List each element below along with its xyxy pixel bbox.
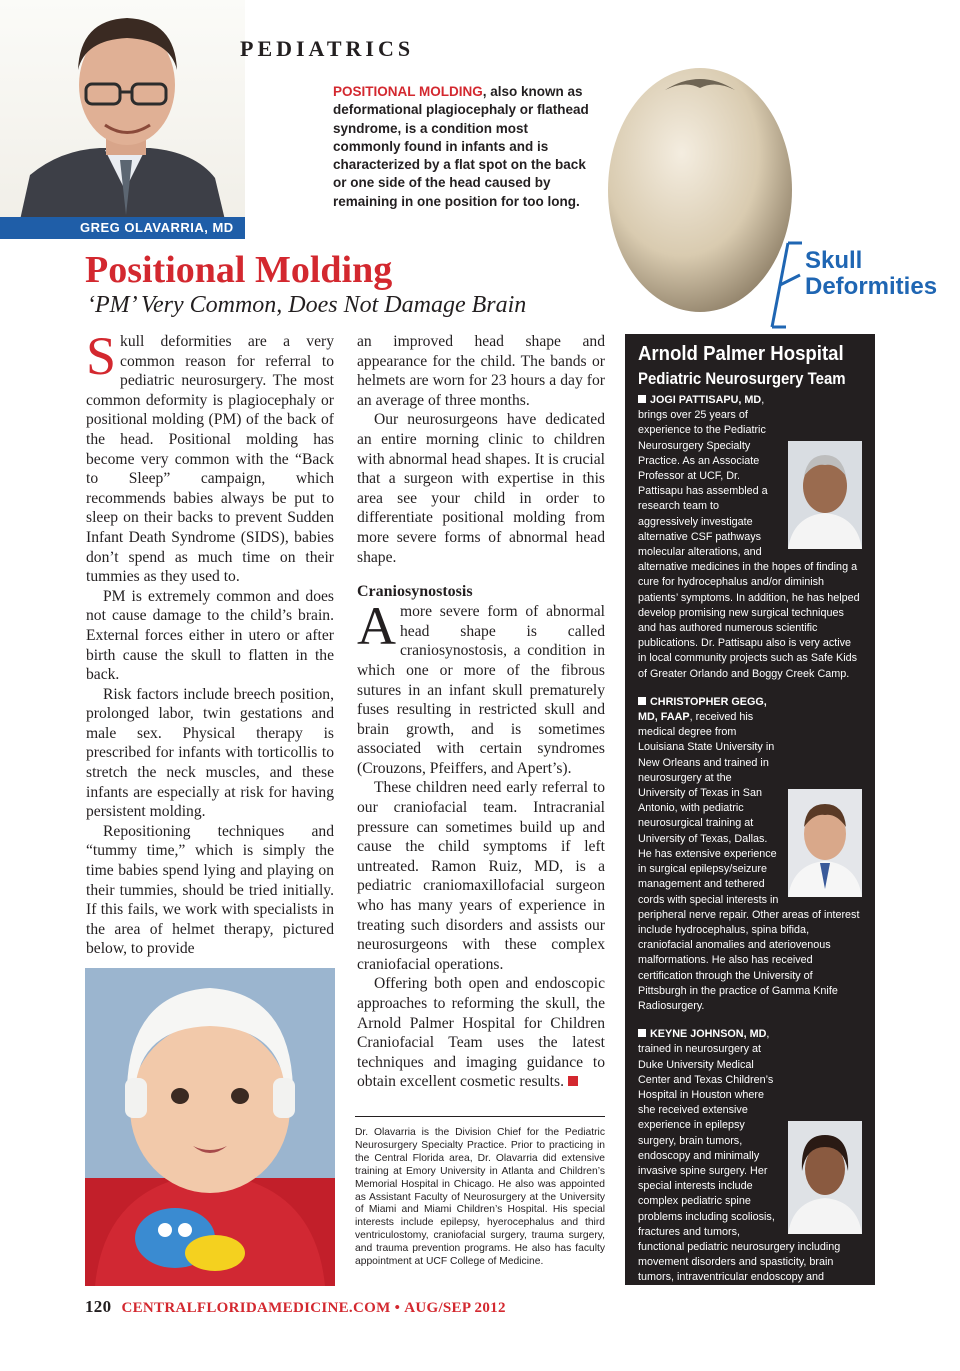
- article-paragraph: Risk factors include breech position, prolonged labor, twin gestations and male sex. Physical therapy is prescribed for infants with torticollis to stretch the neck muscles, and these infants are especially at risk for having persistent molding.: [86, 685, 334, 821]
- intro-callout: [333, 83, 591, 211]
- member-photo: [788, 441, 862, 549]
- team-heading-2: Pediatric Neurosurgery Team: [638, 369, 846, 388]
- article-paragraph: an improved head shape and appearance for the child. The bands or helmets are worn for 23 hours a day for an average of three months.: [357, 333, 605, 409]
- bullet-icon: [638, 395, 646, 403]
- skull-label-line1: Skull: [805, 247, 863, 274]
- article-column-2: [357, 332, 605, 1092]
- page-number: 120: [85, 1297, 112, 1316]
- skull-label-line2: Deformities: [805, 273, 938, 300]
- author-bio: Dr. Olavarria is the Division Chief for the Pediatric Neurosurgery Specialty Practice. Prior to practicing in the Central Florida area, Dr. Olavarria did extensive training at Emory University in Atlanta and Children’s Memorial Hospital in Chicago. He also was appointed as Assistant Faculty of Neurosurgery at the University of Miami and Miami Children’s Hospital. His special interests include epilepsy, hyerocephalus and third ventriculostomy, craniofacial surgery, trauma surgery, and trauma prevention programs. He also has faculty appointment at UCF College of Medicine.: [355, 1127, 605, 1268]
- article-paragraph: PM is extremely common and does not cause damage to the child’s brain. External forces either in utero or after birth cause the skull to flatten in the back.: [86, 587, 334, 684]
- section-heading: PEDIATRICS: [240, 36, 415, 61]
- member-name: JOGI PATTISAPU, MD: [650, 394, 762, 406]
- bullet-icon: [638, 697, 646, 705]
- team-member: [638, 393, 862, 682]
- member-name: CHRISTOPHER GEGG, MD, FAAP: [638, 695, 767, 724]
- page-footer: [85, 1297, 506, 1317]
- article-paragraph: Repositioning techniques and “tummy time,” which is simply the time babies spend lying and playing on their tummies, should be tried initially. If this fails, we work with specialists in the area of helmet therapy, pictured below, to provide: [86, 822, 334, 958]
- author-portrait-image: [0, 0, 245, 220]
- article-paragraph: These children need early referral to our craniofacial team. Intracranial pressure can sometimes build up and cause the child symptoms if left untreated. Ramon Ruiz, MD, is a pediatric craniomaxillofacial surgeon who has many years of experience in treating such disorders and assists our neurosurgeons with these complex craniofacial operations.: [357, 779, 605, 973]
- article-title: Positional Molding: [85, 249, 393, 291]
- team-sidebar: [625, 334, 875, 1329]
- member-bio: , trained in neurosurgery at Duke University Medical Center and Texas Children’s Hospital in Houston where she received extensive experience in epilepsy surgery, brain tumors, endoscopy and minimally invasive spine surgery. Her special interests include complex pediatric spine problems including scoliosis, fractures and tumors, functional pediatric neurosurgery including movement disorders and spasticity, brain tumors, intraventricular endoscopy and cerebrovascular disease including moyamoya disease and AVMs. Dr. Johnson is also clinical faculty at UCF.: [638, 1028, 860, 1329]
- article-paragraph: [357, 974, 605, 1092]
- author-photo: [0, 0, 245, 220]
- footer-separator: •: [394, 1300, 401, 1316]
- article-subhead: Craniosynostosis: [357, 583, 473, 601]
- article-paragraph: Our neurosurgeons have dedicated an entire morning clinic to children with abnormal head shapes. It is crucial that a surgeon with expertise in this area see your child in order to differentiate positional molding from more severe forms of abnormal head shape.: [357, 411, 605, 566]
- bio-divider: [355, 1116, 605, 1117]
- footer-site: CENTRALFLORIDAMEDICINE.COM: [121, 1300, 391, 1316]
- member-photo: [788, 1121, 862, 1234]
- team-heading-1: Arnold Palmer Hospital: [638, 343, 844, 365]
- paragraph-text: kull deformities are a very common reason for referral to pediatric neurosurgery. The most common deformity is plagiocephaly or positional molding (PM) of the back of the head. Positional molding has become very common with the “Back to Sleep” campaign, which recommends babies always be put to sleep on their backs to prevent Sudden Infant Death Syndrome (SIDS), babies don’t spend as much time on their tummies as they used to.: [86, 333, 334, 586]
- member-photo: [788, 789, 862, 897]
- member-bio: , received his medical degree from Louisiana State University in New Orleans and trained in neurosurgery at the University of Texas in San Antonio, with pediatric neurosurgical training at University of Texas, Dallas. He has extensive experience in surgical epilepsy/seizure management and tethered cords with special interests in peripheral nerve repair. Other areas of interest include hydrocephalus, spina bifida, craniofacial anomalies and ateriovenous malformations. He also has received certification through the University of Pittsburgh in the practice of Gamma Knife Radiosurgery.: [638, 711, 860, 1012]
- drop-cap: A: [357, 596, 396, 657]
- team-member: [638, 1027, 862, 1331]
- team-member: [638, 695, 862, 1014]
- article-paragraph: [86, 326, 334, 587]
- paragraph-text: Offering both open and endoscopic approaches to reforming the skull, the Arnold Palmer Hospital for Children Craniofacial Team uses the latest techniques and imaging guidance to obtain excellent cosmetic results.: [357, 975, 605, 1091]
- end-mark-icon: [568, 1076, 578, 1086]
- drop-cap: S: [86, 326, 117, 386]
- article-column-1: [86, 326, 334, 959]
- member-bio: , brings over 25 years of experience to the Pediatric Neurosurgery Specialty Practice. As an Associate Professor at UCF, Dr. Pattisapu has assembled a research team to aggressively investigate alternative CSF pathways molecular alterations, and alternative medicines in the hopes of finding a cure for hydrocephalus and/or diminish patients’ symptoms. In addition, he has helped develop promising new surgical techniques and has authored numerous scientific publications. Dr. Pattisapu also is very active in local community projects such as Safe Kids of Greater Orlando and Boggy Creek Camp.: [638, 394, 860, 680]
- author-name-banner: GREG OLAVARRIA, MD: [0, 217, 245, 239]
- member-name: KEYNE JOHNSON, MD: [650, 1028, 767, 1041]
- footer-date: AUG/SEP 2012: [404, 1300, 506, 1316]
- baby-helmet-photo: [85, 968, 335, 1286]
- article-subtitle: ‘PM’ Very Common, Does Not Damage Brain: [87, 292, 527, 318]
- article-paragraph: [357, 596, 605, 778]
- intro-highlight: POSITIONAL MOLDING: [333, 84, 483, 99]
- intro-text: , also known as deformational plagiocephaly or flathead syndrome, is a condition most commonly found in infants and is characterized by a flat spot on the back or one side of the head caused by remaining in one position for too long.: [333, 84, 589, 209]
- bullet-icon: [638, 1029, 646, 1037]
- skull-label: [805, 248, 937, 300]
- paragraph-text: more severe form of abnormal head shape is called craniosynostosis, a condition in which one or more of the fibrous sutures in an infant skull prematurely fuses resulting in restricted skull and brain growth, and is sometimes associated with certain syndromes (Crouzons, Pfeiffers, and Apert’s).: [357, 603, 605, 777]
